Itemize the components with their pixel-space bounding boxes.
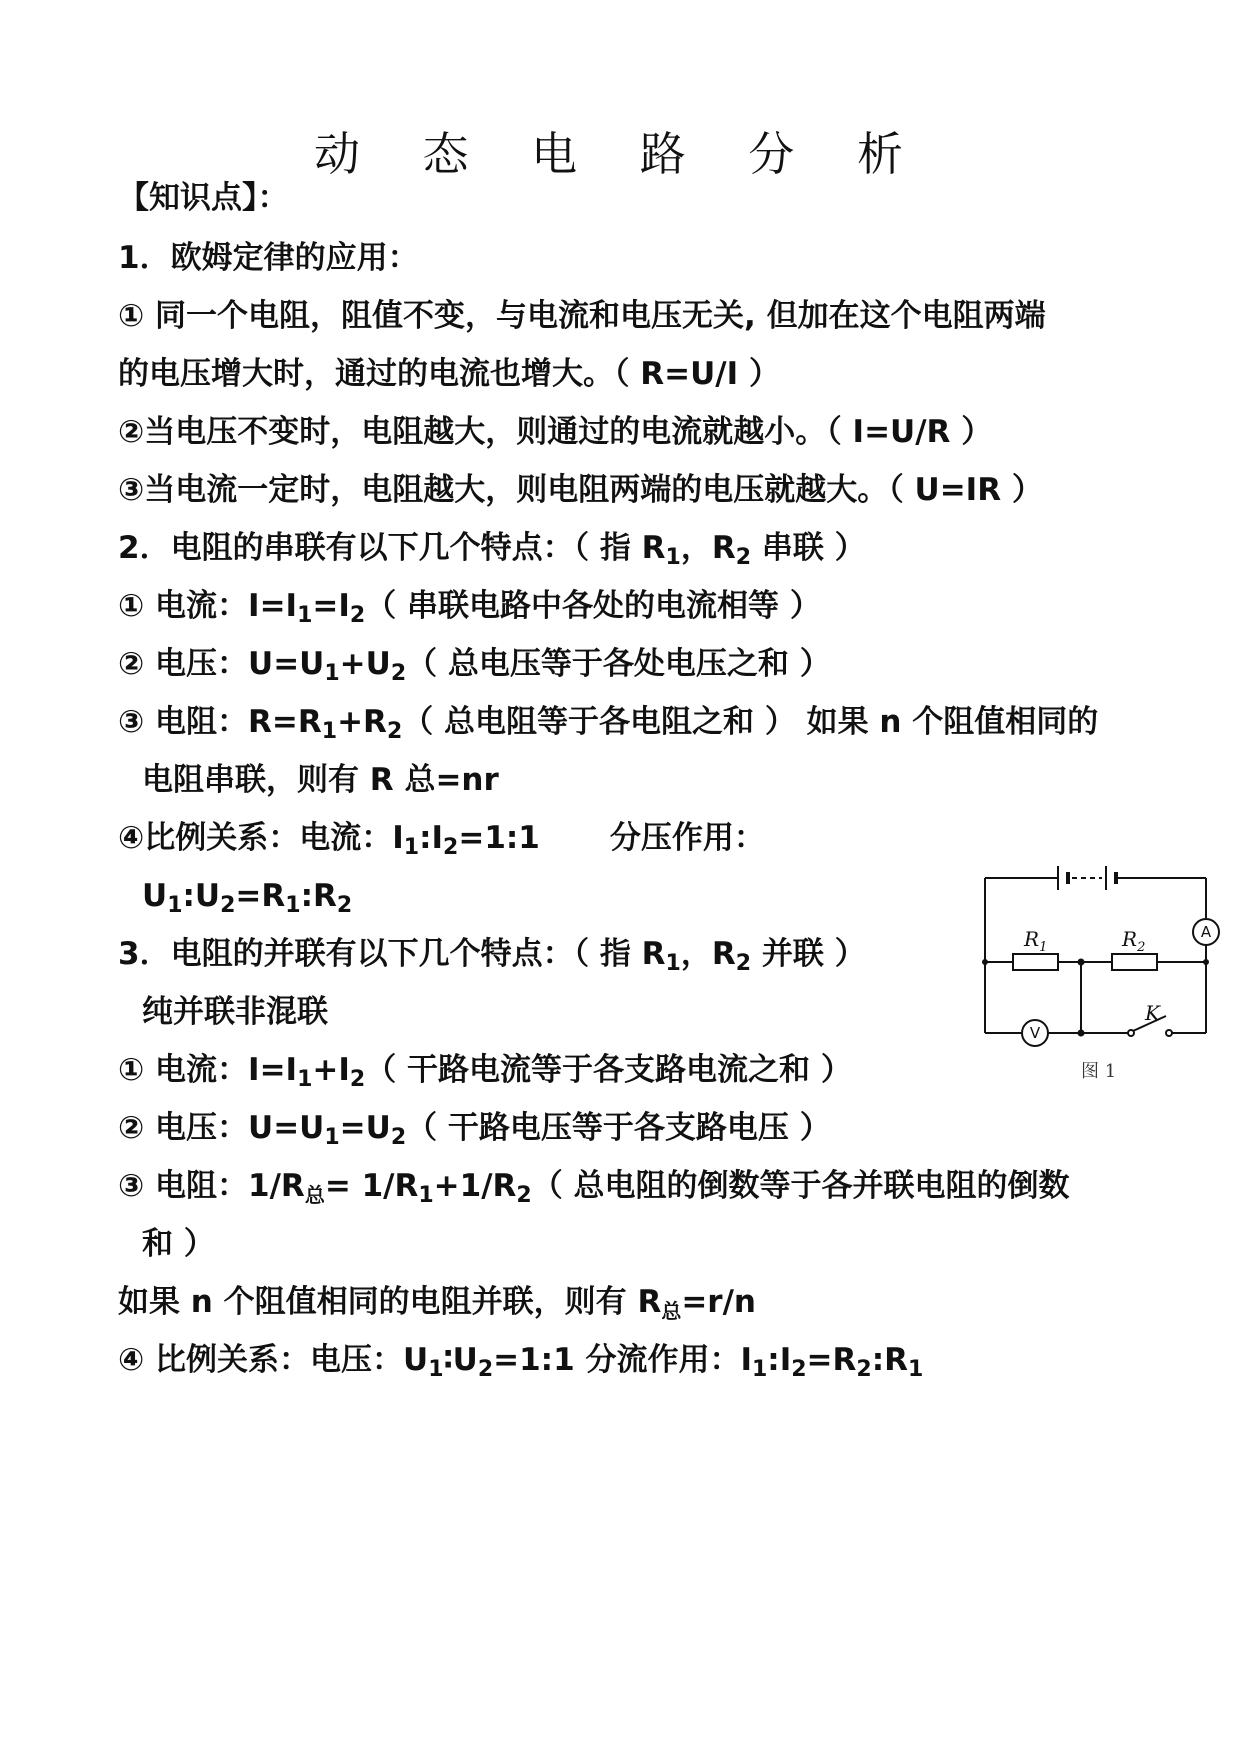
junction-dot xyxy=(1078,959,1085,966)
text: ③ 电阻：1/R xyxy=(118,1168,305,1204)
subscript: 2 xyxy=(735,545,752,570)
subscript: 1 xyxy=(285,893,301,918)
text: ① 电流：I=I xyxy=(118,1052,298,1088)
subscript: 2 xyxy=(443,835,459,860)
text: 并联 ） xyxy=(751,936,866,972)
switch-contact xyxy=(1166,1030,1172,1036)
text: :I xyxy=(419,820,444,856)
text: +1/R xyxy=(433,1168,517,1204)
text: =I xyxy=(312,588,350,624)
series-current xyxy=(118,584,821,628)
resistor-r1 xyxy=(1013,954,1058,970)
knowledge-heading: 【知识点】： xyxy=(118,180,289,216)
r2-label: $R_2$ xyxy=(1122,927,1146,955)
section-1-title: 1．欧姆定律的应用： xyxy=(118,240,419,276)
section-3-title xyxy=(118,932,866,976)
ammeter-label: A xyxy=(1200,923,1212,941)
subscript: 1 xyxy=(167,893,183,918)
series-ratio xyxy=(118,816,765,860)
text: 如果 n 个阻值相同的电阻并联，则有 R xyxy=(118,1284,662,1320)
subscript: 2 xyxy=(856,1357,872,1382)
text: （ 串联电路中各处的电流相等 ） xyxy=(365,588,821,624)
subscript: 1 xyxy=(751,1357,768,1382)
section-1-point-3: ③当电流一定时，电阻越大，则电阻两端的电压就越大。（ U=IR ） xyxy=(118,472,1043,508)
subscript: 1 xyxy=(297,603,313,628)
section-3-note: 纯并联非混联 xyxy=(142,994,328,1030)
text: =1:1 xyxy=(458,820,540,856)
series-voltage-divider xyxy=(142,874,352,918)
text: ④比例关系：电流：I xyxy=(118,820,404,856)
resistor-r2 xyxy=(1112,954,1157,970)
section-1-point-1a: ① 同一个电阻，阻值不变，与电流和电压无关, 但加在这个电阻两端 xyxy=(118,298,1046,334)
parallel-resistance xyxy=(118,1164,1070,1208)
subscript: 2 xyxy=(220,893,236,918)
text: 分压作用： xyxy=(609,820,765,856)
text: =r/n xyxy=(681,1284,756,1320)
subscript: 2 xyxy=(735,951,752,976)
text: =1:1 分流作用：I xyxy=(493,1342,752,1378)
subscript: 2 xyxy=(336,893,353,918)
text: U xyxy=(142,878,168,914)
subscript: 总 xyxy=(304,1183,325,1207)
text: （ 总电压等于各处电压之和 ） xyxy=(406,646,831,682)
series-voltage xyxy=(118,642,831,686)
text: :R xyxy=(300,878,337,914)
text: ③ 电阻：R=R xyxy=(118,704,322,740)
text: =R xyxy=(806,1342,857,1378)
circuit-diagram xyxy=(980,850,1220,1090)
text: ② 电压：U=U xyxy=(118,646,325,682)
subscript: 总 xyxy=(661,1299,682,1323)
text: :R xyxy=(871,1342,908,1378)
subscript: 2 xyxy=(386,719,403,744)
text: （ 总电阻的倒数等于各并联电阻的倒数 xyxy=(531,1168,1070,1204)
text: +U xyxy=(339,646,391,682)
text: :I xyxy=(767,1342,792,1378)
subscript: 2 xyxy=(791,1357,807,1382)
subscript: 1 xyxy=(321,719,338,744)
subscript: 2 xyxy=(477,1357,494,1382)
junction-dot xyxy=(1203,959,1209,965)
text: 串联 ） xyxy=(751,530,866,566)
text: （ 干路电流等于各支路电流之和 ） xyxy=(365,1052,852,1088)
subscript: 1 xyxy=(418,1183,434,1208)
text: ④ 比例关系：电压：U xyxy=(118,1342,429,1378)
text: ，R xyxy=(680,936,736,972)
text: （ 干路电压等于各支路电压 ） xyxy=(406,1110,831,1146)
subscript: 1 xyxy=(908,1357,924,1382)
subscript: 1 xyxy=(428,1357,444,1382)
subscript: 2 xyxy=(349,603,366,628)
text: ② 电压：U=U xyxy=(118,1110,325,1146)
page-title: 动 态 电 路 分 析 xyxy=(313,127,928,181)
figure-caption: 图 1 xyxy=(1081,1061,1117,1082)
section-1-point-2: ②当电压不变时，电阻越大，则通过的电流就越小。（ I=U/R ） xyxy=(118,414,993,450)
subscript: 1 xyxy=(324,1125,340,1150)
subscript: 2 xyxy=(516,1183,532,1208)
voltmeter-label: V xyxy=(1029,1024,1041,1042)
section-2-title xyxy=(118,526,866,570)
subscript: 1 xyxy=(403,835,420,860)
subscript: 1 xyxy=(297,1067,313,1092)
parallel-current xyxy=(118,1048,852,1092)
text: =U xyxy=(339,1110,391,1146)
section-1-point-1b: 的电压增大时，通过的电流也增大。（ R=U/I ） xyxy=(118,356,780,392)
subscript: 1 xyxy=(665,545,681,570)
text: +R xyxy=(337,704,387,740)
text: +I xyxy=(312,1052,350,1088)
parallel-ratio xyxy=(118,1338,923,1382)
subscript: 2 xyxy=(390,1125,407,1150)
subscript: 2 xyxy=(349,1067,366,1092)
text: （ 总电阻等于各电阻之和 ） 如果 n 个阻值相同的 xyxy=(402,704,1099,740)
text: 3．电阻的并联有以下几个特点：（ 指 R xyxy=(118,936,666,972)
parallel-voltage xyxy=(118,1106,831,1150)
subscript: 2 xyxy=(390,661,407,686)
parallel-equal-resistors xyxy=(118,1280,756,1324)
text: ∶U xyxy=(443,1342,478,1378)
junction-dot xyxy=(1078,1030,1085,1037)
series-resistance xyxy=(118,700,1098,744)
text: ，R xyxy=(680,530,736,566)
subscript: 1 xyxy=(665,951,681,976)
r1-label: $R_1$ xyxy=(1024,927,1048,955)
switch-label: K xyxy=(1145,1001,1160,1025)
junction-dot xyxy=(982,959,988,965)
series-resistance-cont: 电阻串联，则有 R 总=nr xyxy=(142,762,499,798)
text: =R xyxy=(235,878,286,914)
text: = 1/R xyxy=(324,1168,419,1204)
subscript: 1 xyxy=(324,661,340,686)
parallel-resistance-cont: 和 ） xyxy=(142,1226,215,1262)
text: 2．电阻的串联有以下几个特点：（ 指 R xyxy=(118,530,666,566)
text: :U xyxy=(182,878,221,914)
text: ① 电流：I=I xyxy=(118,588,298,624)
